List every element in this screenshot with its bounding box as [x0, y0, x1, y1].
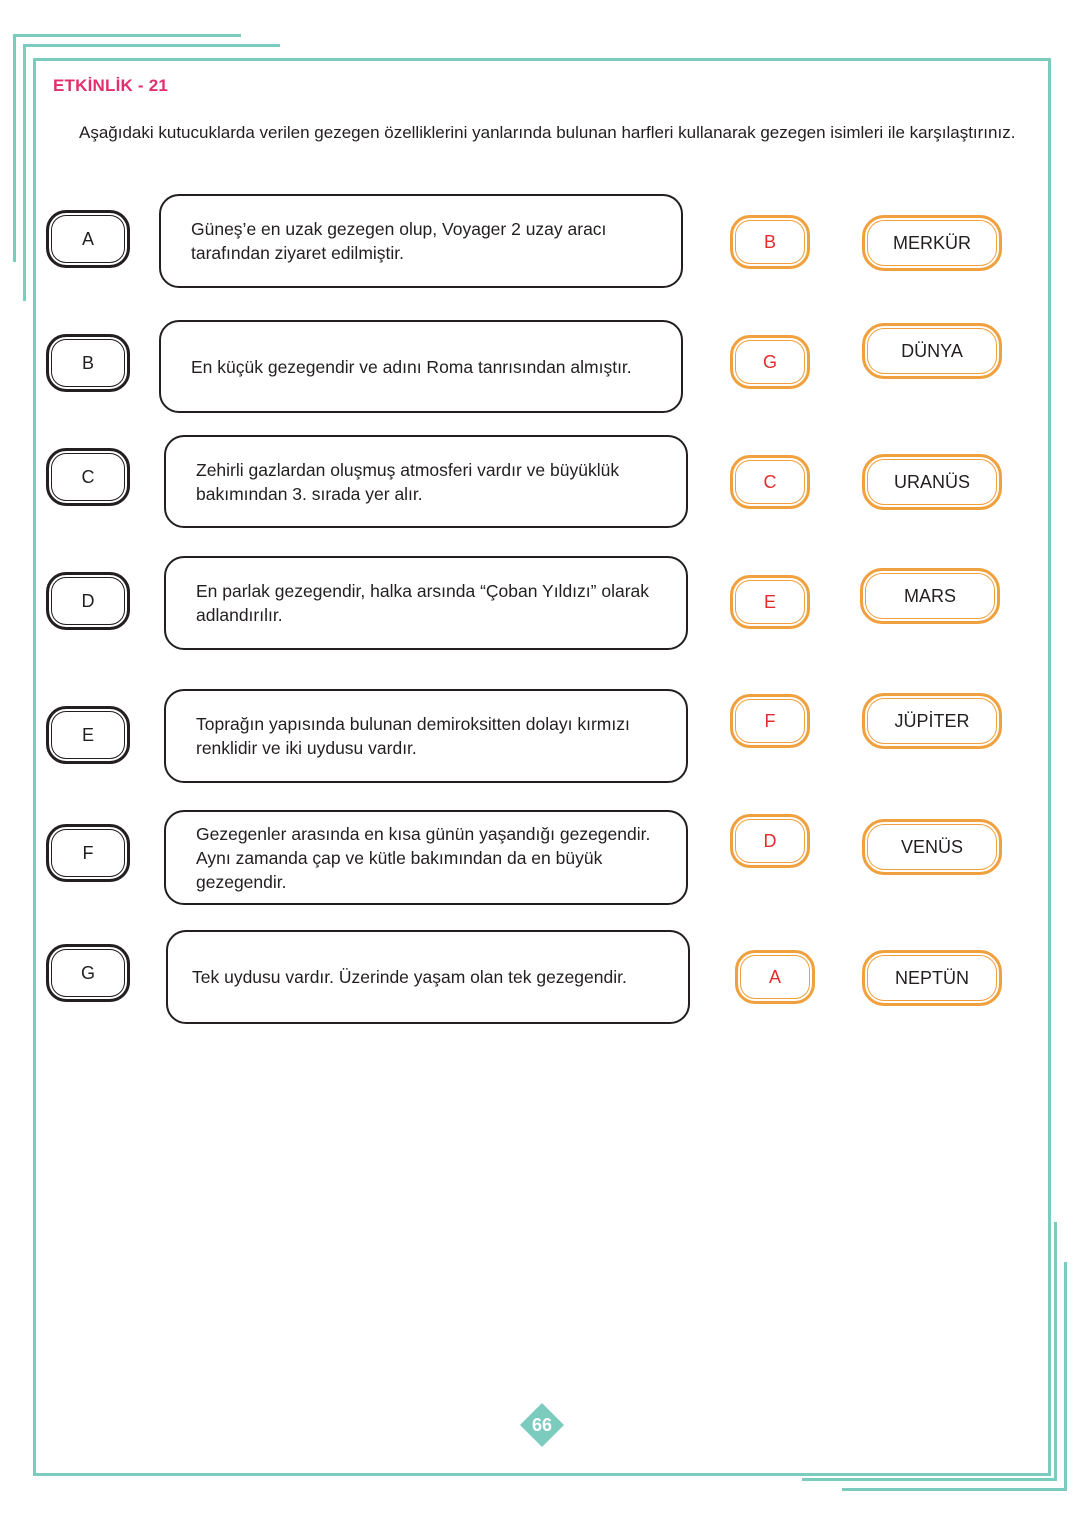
answer-box-2[interactable]: G	[730, 335, 810, 389]
description-box-e	[164, 689, 688, 783]
answer-box-7[interactable]: A	[735, 950, 815, 1004]
frame-line	[1064, 1262, 1067, 1491]
description-box-f	[164, 810, 688, 905]
letter-box-f: F	[46, 824, 130, 882]
frame-line	[1054, 1222, 1057, 1481]
letter-box-d: D	[46, 572, 130, 630]
answer-box-4[interactable]: E	[730, 575, 810, 629]
answer-box-5[interactable]: F	[730, 694, 810, 748]
answer-box-6[interactable]: D	[730, 814, 810, 868]
answer-box-1[interactable]: B	[730, 215, 810, 269]
instructions: Aşağıdaki kutucuklarda verilen gezegen özelliklerini yanlarında bulunan harfleri kullanarak gezegen isimleri ile karşılaştırınız.	[79, 123, 1016, 142]
letter-box-a: A	[46, 210, 130, 268]
planet-box-mars: MARS	[860, 568, 1000, 624]
frame-line	[802, 1478, 1056, 1481]
description-text: Toprağın yapısında bulunan demiroksitten dolayı kırmızı renklidir ve iki uydusu vardır.	[196, 714, 630, 758]
planet-box-merkur: MERKÜR	[862, 215, 1002, 271]
planet-box-neptun: NEPTÜN	[862, 950, 1002, 1006]
planet-box-uranus: URANÜS	[862, 454, 1002, 510]
description-text: Gezegenler arasında en kısa günün yaşandığı gezegendir. Aynı zamanda çap ve kütle bakımından da en büyük gezegendir.	[196, 823, 651, 892]
page-number-badge	[520, 1403, 564, 1447]
description-text: En küçük gezegendir ve adını Roma tanrısından almıştır.	[191, 356, 632, 377]
description-text: Güneş’e en uzak gezegen olup, Voyager 2 uzay aracı tarafından ziyaret edilmiştir.	[191, 219, 607, 263]
letter-box-e: E	[46, 706, 130, 764]
description-box-g	[166, 930, 690, 1024]
page-number: 66	[531, 1414, 553, 1435]
planet-box-dunya: DÜNYA	[862, 323, 1002, 379]
planet-box-jupiter: JÜPİTER	[862, 693, 1002, 749]
description-text: Zehirli gazlardan oluşmuş atmosferi vardır ve büyüklük bakımından 3. sırada yer alır.	[196, 459, 620, 504]
letter-box-b: B	[46, 334, 130, 392]
answer-box-3[interactable]: C	[730, 455, 810, 509]
frame-line	[23, 44, 280, 47]
frame-line	[23, 44, 26, 301]
letter-box-g: G	[46, 944, 130, 1002]
frame-line	[13, 34, 16, 262]
activity-title: ETKİNLİK - 21	[53, 76, 169, 95]
planet-box-venus: VENÜS	[862, 819, 1002, 875]
description-box-c	[164, 435, 688, 528]
description-box-a	[159, 194, 683, 288]
description-text: Tek uydusu vardır. Üzerinde yaşam olan tek gezegendir.	[192, 967, 627, 987]
description-box-d	[164, 556, 688, 650]
description-text: En parlak gezegendir, halka arsında “Çoban Yıldızı” olarak adlandırılır.	[196, 581, 650, 625]
description-box-b	[159, 320, 683, 413]
frame-line	[842, 1488, 1066, 1491]
frame-line	[13, 34, 241, 37]
letter-box-c: C	[46, 448, 130, 506]
